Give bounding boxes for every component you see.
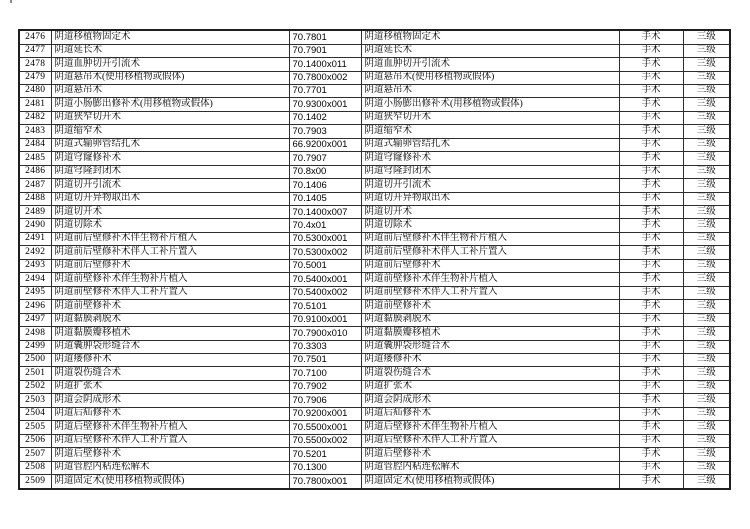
- grade-cell: 三级: [683, 125, 730, 138]
- procedure-name-cell: 阴道前壁修补术: [51, 300, 289, 313]
- row-number-cell: 2495: [19, 286, 51, 299]
- procedure-name-repeat-cell: 阴道囊肿袋形缝合术: [361, 340, 619, 353]
- procedure-code-cell: 70.7800x001: [289, 475, 361, 489]
- procedure-name-repeat-cell: 阴道瘘修补术: [361, 354, 619, 367]
- row-number-cell: 2497: [19, 313, 51, 326]
- procedure-name-cell: 阴道黏膜剥脱术: [51, 313, 289, 326]
- category-cell: 手术: [619, 313, 683, 326]
- procedure-name-cell: 阴道悬吊术: [51, 84, 289, 97]
- procedure-name-repeat-cell: 阴道切开引流术: [361, 179, 619, 192]
- procedure-code-cell: 70.1400x011: [289, 58, 361, 71]
- procedure-code-cell: 66.9200x001: [289, 138, 361, 151]
- row-number-cell: 2481: [19, 98, 51, 111]
- table-row: [19, 448, 730, 461]
- procedure-name-repeat-cell: 阴道前壁修补术伴生物补片植入: [361, 273, 619, 286]
- procedure-code-cell: 70.1406: [289, 179, 361, 192]
- table-row: [19, 461, 730, 474]
- category-cell: 手术: [619, 259, 683, 272]
- procedure-code-cell: 70.5500x002: [289, 434, 361, 447]
- grade-cell: 三级: [683, 394, 730, 407]
- procedure-name-repeat-cell: 阴道式输卵管结扎术: [361, 138, 619, 151]
- category-cell: 手术: [619, 125, 683, 138]
- procedure-name-cell: 阴道前后壁修补术: [51, 259, 289, 272]
- grade-cell: 三级: [683, 421, 730, 434]
- procedure-name-cell: 阴道切开引流术: [51, 179, 289, 192]
- row-number-cell: 2499: [19, 340, 51, 353]
- procedure-name-cell: 阴道血肿切开引流术: [51, 58, 289, 71]
- grade-cell: 三级: [683, 111, 730, 124]
- procedure-name-cell: 阴道会阴成形术: [51, 394, 289, 407]
- category-cell: 手术: [619, 421, 683, 434]
- procedure-name-repeat-cell: 阴道前后壁修补术伴人工补片置入: [361, 246, 619, 259]
- procedure-name-cell: 阴道移植物固定术: [51, 30, 289, 44]
- procedure-name-repeat-cell: 阴道扩张术: [361, 380, 619, 393]
- row-number-cell: 2498: [19, 327, 51, 340]
- category-cell: 手术: [619, 71, 683, 84]
- table-row: [19, 84, 730, 97]
- row-number-cell: 2500: [19, 354, 51, 367]
- grade-cell: 三级: [683, 44, 730, 57]
- procedure-name-cell: 阴道后壁修补术伴人工补片置入: [51, 434, 289, 447]
- category-cell: 手术: [619, 44, 683, 57]
- grade-cell: 三级: [683, 138, 730, 151]
- category-cell: 手术: [619, 340, 683, 353]
- table-row: [19, 30, 730, 44]
- procedure-name-repeat-cell: 阴道狭窄切开术: [361, 111, 619, 124]
- procedure-code-cell: 70.5300x001: [289, 232, 361, 245]
- procedure-name-repeat-cell: 阴道黏膜剥脱术: [361, 313, 619, 326]
- table-row: [19, 179, 730, 192]
- grade-cell: 三级: [683, 448, 730, 461]
- row-number-cell: 2486: [19, 165, 51, 178]
- grade-cell: 三级: [683, 300, 730, 313]
- grade-cell: 三级: [683, 313, 730, 326]
- grade-cell: 三级: [683, 354, 730, 367]
- category-cell: 手术: [619, 111, 683, 124]
- procedure-name-cell: 阴道黏膜瓣移植术: [51, 327, 289, 340]
- table-row: [19, 367, 730, 380]
- procedure-name-cell: 阴道切开异物取出术: [51, 192, 289, 205]
- procedure-code-cell: 70.9300x001: [289, 98, 361, 111]
- procedure-name-cell: 阴道后壁修补术: [51, 448, 289, 461]
- row-number-cell: 2503: [19, 394, 51, 407]
- category-cell: 手术: [619, 327, 683, 340]
- procedure-code-cell: 70.5300x002: [289, 246, 361, 259]
- table-row: [19, 434, 730, 447]
- grade-cell: 三级: [683, 58, 730, 71]
- procedure-name-repeat-cell: 阴道管腔内粘连松解术: [361, 461, 619, 474]
- procedure-code-cell: 70.1300: [289, 461, 361, 474]
- table-row: [19, 44, 730, 57]
- procedure-name-repeat-cell: 阴道会阴成形术: [361, 394, 619, 407]
- category-cell: 手术: [619, 286, 683, 299]
- row-number-cell: 2489: [19, 206, 51, 219]
- row-number-cell: 2480: [19, 84, 51, 97]
- row-number-cell: 2494: [19, 273, 51, 286]
- procedure-name-repeat-cell: 阴道切开术: [361, 206, 619, 219]
- table-row: [19, 219, 730, 232]
- category-cell: 手术: [619, 380, 683, 393]
- procedure-name-cell: 阴道扩张术: [51, 380, 289, 393]
- procedure-code-cell: 70.7906: [289, 394, 361, 407]
- row-number-cell: 2484: [19, 138, 51, 151]
- procedure-name-cell: 阴道前壁修补术伴人工补片置入: [51, 286, 289, 299]
- grade-cell: 三级: [683, 273, 730, 286]
- procedure-name-cell: 阴道后疝修补术: [51, 407, 289, 420]
- procedure-name-cell: 阴道狭窄切开术: [51, 111, 289, 124]
- grade-cell: 三级: [683, 246, 730, 259]
- procedure-name-repeat-cell: 阴道前后壁修补术: [361, 259, 619, 272]
- grade-cell: 三级: [683, 84, 730, 97]
- procedure-name-cell: 阴道小肠膨出修补术(用移植物或假体): [51, 98, 289, 111]
- grade-cell: 三级: [683, 434, 730, 447]
- procedure-code-cell: 70.9200x001: [289, 407, 361, 420]
- category-cell: 手术: [619, 407, 683, 420]
- table-row: [19, 246, 730, 259]
- table-row: [19, 125, 730, 138]
- row-number-cell: 2505: [19, 421, 51, 434]
- row-number-cell: 2507: [19, 448, 51, 461]
- grade-cell: 三级: [683, 475, 730, 489]
- grade-cell: 三级: [683, 286, 730, 299]
- table-row: [19, 300, 730, 313]
- category-cell: 手术: [619, 273, 683, 286]
- category-cell: 手术: [619, 30, 683, 44]
- category-cell: 手术: [619, 192, 683, 205]
- procedure-code-cell: 70.5400x002: [289, 286, 361, 299]
- row-number-cell: 2492: [19, 246, 51, 259]
- row-number-cell: 2504: [19, 407, 51, 420]
- row-number-cell: 2508: [19, 461, 51, 474]
- procedure-name-cell: 阴道囊肿袋形缝合术: [51, 340, 289, 353]
- procedure-name-repeat-cell: 阴道血肿切开引流术: [361, 58, 619, 71]
- grade-cell: 三级: [683, 206, 730, 219]
- table-row: [19, 232, 730, 245]
- table-row: [19, 407, 730, 420]
- row-number-cell: 2501: [19, 367, 51, 380]
- table-row: [19, 313, 730, 326]
- table-row: [19, 71, 730, 84]
- procedure-code-cell: 70.7902: [289, 380, 361, 393]
- row-number-cell: 2479: [19, 71, 51, 84]
- procedure-name-repeat-cell: 阴道后壁修补术伴人工补片置入: [361, 434, 619, 447]
- category-cell: 手术: [619, 434, 683, 447]
- category-cell: 手术: [619, 354, 683, 367]
- category-cell: 手术: [619, 367, 683, 380]
- procedure-name-cell: 阴道裂伤缝合术: [51, 367, 289, 380]
- table-row: [19, 165, 730, 178]
- procedure-name-repeat-cell: 阴道固定术(使用移植物或假体): [361, 475, 619, 489]
- procedure-name-repeat-cell: 阴道后疝修补术: [361, 407, 619, 420]
- table-row: [19, 206, 730, 219]
- category-cell: 手术: [619, 448, 683, 461]
- row-number-cell: 2482: [19, 111, 51, 124]
- procedure-code-cell: 70.4x01: [289, 219, 361, 232]
- grade-cell: 三级: [683, 407, 730, 420]
- procedure-code-cell: 70.7903: [289, 125, 361, 138]
- table-row: [19, 98, 730, 111]
- procedure-code-cell: 70.5500x001: [289, 421, 361, 434]
- row-number-cell: 2476: [19, 30, 51, 44]
- procedure-code-cell: 70.5101: [289, 300, 361, 313]
- grade-cell: 三级: [683, 461, 730, 474]
- procedure-name-repeat-cell: 阴道前壁修补术: [361, 300, 619, 313]
- row-number-cell: 2485: [19, 152, 51, 165]
- procedure-name-cell: 阴道前后壁修补术伴生物补片植入: [51, 232, 289, 245]
- procedure-table: [18, 29, 731, 490]
- row-number-cell: 2488: [19, 192, 51, 205]
- procedure-name-repeat-cell: 阴道黏膜瓣移植术: [361, 327, 619, 340]
- procedure-name-repeat-cell: 阴道切开异物取出术: [361, 192, 619, 205]
- grade-cell: 三级: [683, 192, 730, 205]
- table-row: [19, 111, 730, 124]
- table-row: [19, 58, 730, 71]
- row-number-cell: 2509: [19, 475, 51, 489]
- procedure-name-cell: 阴道缩窄术: [51, 125, 289, 138]
- grade-cell: 三级: [683, 152, 730, 165]
- grade-cell: 三级: [683, 232, 730, 245]
- procedure-code-cell: 70.1400x007: [289, 206, 361, 219]
- row-number-cell: 2493: [19, 259, 51, 272]
- row-number-cell: 2483: [19, 125, 51, 138]
- procedure-name-repeat-cell: 阴道后壁修补术伴生物补片植入: [361, 421, 619, 434]
- category-cell: 手术: [619, 152, 683, 165]
- grade-cell: 三级: [683, 71, 730, 84]
- procedure-name-cell: 阴道瘘修补术: [51, 354, 289, 367]
- page-edge-fragment: [10, 0, 12, 3]
- procedure-name-cell: 阴道切除术: [51, 219, 289, 232]
- table-row: [19, 340, 730, 353]
- row-number-cell: 2506: [19, 434, 51, 447]
- procedure-name-repeat-cell: 阴道裂伤缝合术: [361, 367, 619, 380]
- procedure-name-cell: 阴道穹隆封闭术: [51, 165, 289, 178]
- procedure-name-repeat-cell: 阴道移植物固定术: [361, 30, 619, 44]
- procedure-code-cell: 70.7907: [289, 152, 361, 165]
- category-cell: 手术: [619, 394, 683, 407]
- category-cell: 手术: [619, 138, 683, 151]
- category-cell: 手术: [619, 206, 683, 219]
- procedure-code-cell: 70.7100: [289, 367, 361, 380]
- procedure-name-repeat-cell: 阴道悬吊术(使用移植物或假体): [361, 71, 619, 84]
- grade-cell: 三级: [683, 165, 730, 178]
- procedure-name-repeat-cell: 阴道后壁修补术: [361, 448, 619, 461]
- procedure-code-cell: 70.7501: [289, 354, 361, 367]
- procedure-name-repeat-cell: 阴道前后壁修补术伴生物补片植入: [361, 232, 619, 245]
- procedure-name-cell: 阴道管腔内粘连松解术: [51, 461, 289, 474]
- procedure-code-cell: 70.5001: [289, 259, 361, 272]
- procedure-code-cell: 70.9100x001: [289, 313, 361, 326]
- grade-cell: 三级: [683, 327, 730, 340]
- table-row: [19, 286, 730, 299]
- table-row: [19, 152, 730, 165]
- procedure-code-cell: 70.1402: [289, 111, 361, 124]
- row-number-cell: 2478: [19, 58, 51, 71]
- procedure-table-body: [19, 30, 730, 489]
- procedure-name-cell: 阴道后壁修补术伴生物补片植入: [51, 421, 289, 434]
- procedure-name-cell: 阴道悬吊术(使用移植物或假体): [51, 71, 289, 84]
- row-number-cell: 2491: [19, 232, 51, 245]
- procedure-code-cell: 70.7901: [289, 44, 361, 57]
- grade-cell: 三级: [683, 259, 730, 272]
- procedure-name-repeat-cell: 阴道缩窄术: [361, 125, 619, 138]
- procedure-code-cell: 70.1405: [289, 192, 361, 205]
- procedure-code-cell: 70.3303: [289, 340, 361, 353]
- procedure-name-cell: 阴道切开术: [51, 206, 289, 219]
- row-number-cell: 2496: [19, 300, 51, 313]
- table-row: [19, 327, 730, 340]
- row-number-cell: 2477: [19, 44, 51, 57]
- procedure-name-cell: 阴道固定术(使用移植物或假体): [51, 475, 289, 489]
- table-row: [19, 273, 730, 286]
- category-cell: 手术: [619, 98, 683, 111]
- procedure-code-cell: 70.5400x001: [289, 273, 361, 286]
- procedure-code-cell: 70.7900x010: [289, 327, 361, 340]
- table-row: [19, 394, 730, 407]
- procedure-name-repeat-cell: 阴道悬吊术: [361, 84, 619, 97]
- procedure-name-cell: 阴道穹窿修补术: [51, 152, 289, 165]
- procedure-name-repeat-cell: 阴道切除术: [361, 219, 619, 232]
- category-cell: 手术: [619, 179, 683, 192]
- grade-cell: 三级: [683, 179, 730, 192]
- procedure-code-cell: 70.8x00: [289, 165, 361, 178]
- procedure-code-cell: 70.5201: [289, 448, 361, 461]
- table-row: [19, 138, 730, 151]
- grade-cell: 三级: [683, 219, 730, 232]
- table-row: [19, 354, 730, 367]
- grade-cell: 三级: [683, 340, 730, 353]
- category-cell: 手术: [619, 461, 683, 474]
- grade-cell: 三级: [683, 367, 730, 380]
- table-row: [19, 192, 730, 205]
- row-number-cell: 2487: [19, 179, 51, 192]
- table-row: [19, 475, 730, 489]
- procedure-name-repeat-cell: 阴道小肠膨出修补术(用移植物或假体): [361, 98, 619, 111]
- procedure-code-cell: 70.7800x002: [289, 71, 361, 84]
- category-cell: 手术: [619, 219, 683, 232]
- procedure-code-cell: 70.7801: [289, 30, 361, 44]
- procedure-name-repeat-cell: 阴道前壁修补术伴人工补片置入: [361, 286, 619, 299]
- procedure-name-cell: 阴道前壁修补术伴生物补片植入: [51, 273, 289, 286]
- procedure-name-cell: 阴道延长术: [51, 44, 289, 57]
- row-number-cell: 2502: [19, 380, 51, 393]
- category-cell: 手术: [619, 475, 683, 489]
- category-cell: 手术: [619, 58, 683, 71]
- category-cell: 手术: [619, 232, 683, 245]
- category-cell: 手术: [619, 84, 683, 97]
- row-number-cell: 2490: [19, 219, 51, 232]
- procedure-name-repeat-cell: 阴道穹窿修补术: [361, 152, 619, 165]
- category-cell: 手术: [619, 246, 683, 259]
- procedure-code-cell: 70.7701: [289, 84, 361, 97]
- category-cell: 手术: [619, 300, 683, 313]
- grade-cell: 三级: [683, 30, 730, 44]
- table-row: [19, 380, 730, 393]
- procedure-name-repeat-cell: 阴道延长术: [361, 44, 619, 57]
- grade-cell: 三级: [683, 98, 730, 111]
- category-cell: 手术: [619, 165, 683, 178]
- procedure-name-cell: 阴道式输卵管结扎术: [51, 138, 289, 151]
- procedure-name-cell: 阴道前后壁修补术伴人工补片置入: [51, 246, 289, 259]
- table-row: [19, 259, 730, 272]
- table-row: [19, 421, 730, 434]
- grade-cell: 三级: [683, 380, 730, 393]
- procedure-name-repeat-cell: 阴道穹隆封闭术: [361, 165, 619, 178]
